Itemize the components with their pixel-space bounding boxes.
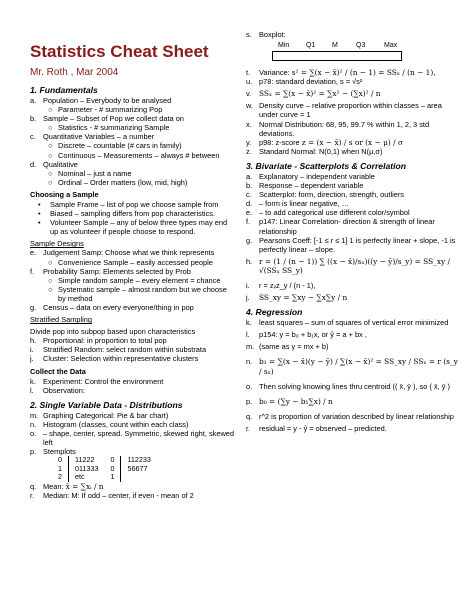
list-item-l: l. p154: y = b₀ + b₁x, or ŷ = a + bx , [246, 330, 367, 340]
list-item-o: o. Then solving knowing lines thru centroid (( x̄, ȳ ), so ( x̄, ȳ ) [246, 381, 450, 391]
list-item-b: b. Response – dependent variable [246, 181, 364, 191]
bivariate-heading: 3. Bivariate - Scatterplots & Correlation [246, 160, 406, 171]
stemplot-table [52, 456, 157, 482]
list-item-n: n. b₁ = ∑(x − x̄)(y − ȳ) / ∑(x − x̄)² = SS_xy / SSₓ = r (s_y / sₓ) [246, 357, 458, 376]
bullet-item: • Biased – sampling differs from pop characteristics. [38, 209, 215, 219]
sub-item: ○ Convenience Sample – easily accessed people [48, 257, 213, 267]
list-item-n: n. Histogram (classes, count within each class) [30, 419, 189, 429]
variance-formula: s² = ∑(x − x̄)² / (n − 1) = SSₓ / (n − 1), [291, 68, 436, 78]
list-item-f: f. p147: Linear Correlation- direction & strength of linear relationship [246, 217, 435, 236]
author-line: Mr. Roth , Mar 2004 [30, 67, 119, 78]
collect-heading: Collect the Data [30, 366, 86, 376]
item-text: Population – Everybody to be analysed [43, 96, 172, 105]
bullet-item: • Volunteer Sample – any of below three types may end up as volunteer if people choose to respond. [38, 218, 228, 237]
bullet-item: • Sample Frame – list of pop we choose sample from [38, 199, 219, 209]
boxplot-label-q1: Q1 [306, 42, 316, 50]
bullet-icon: • [38, 218, 41, 228]
regression-heading: 4. Regression [246, 307, 303, 318]
boxplot-label-min: Min [278, 42, 290, 50]
list-item-u: u. p78: standard deviation, s = √s² [246, 77, 363, 87]
list-item-a: a. Explanatory – independent variable [246, 171, 375, 181]
list-item-q: q. r^2 is proportion of variation described by linear relationship [246, 411, 454, 421]
list-item-h: h. Proportional: in proportion to total pop [30, 336, 167, 346]
list-item-q: q. Mean: x̄ = ∑xᵢ / n [30, 481, 104, 491]
list-item-i: i. r = zₓz_y / (n - 1), [246, 280, 316, 290]
ssx-formula: SSₓ = ∑(x − x̄)² = ∑x² − (∑x)² / n [259, 89, 381, 99]
list-item-a [30, 96, 235, 105]
sub-item: ○ Statistics - # summarizing Sample [48, 123, 170, 133]
list-item-r: r. Median: M: If odd – center, if even - mean of 2 [30, 490, 194, 500]
table-row: 0 11222 0 112233 [52, 456, 157, 465]
boxplot-box [272, 51, 402, 61]
sub-item: ○ Nominal – just a name [48, 168, 132, 178]
mean-formula: x̄ = ∑xᵢ / n [65, 481, 104, 491]
boxplot-label-m: M [332, 42, 338, 50]
list-item-d: d. Qualitative [30, 159, 78, 169]
list-item-g: g. Census – data on every everyone/thing in pop [30, 302, 194, 312]
bullet-icon: ○ [48, 168, 53, 178]
list-item-j: j. Cluster: Selection within representative clusters [30, 354, 199, 364]
list-item-p: p. b₀ = (∑y − b₁∑x) / n [246, 397, 458, 406]
list-item-h: h. r = (1 / (n − 1)) ∑ ((x − x̄)/sₓ)((y − ȳ)/s_y) = SS_xy / √(SSₓ SS_y) [246, 257, 458, 275]
zscore-formula: z = (x − x̄) / s or (x − μ) / σ [301, 137, 404, 147]
designs-heading: Sample Designs [30, 239, 84, 249]
list-item-b: b. Sample – Subset of Pop we collect data on [30, 114, 184, 124]
bullet-icon: ○ [48, 141, 53, 151]
sub-item: ○ Parameter - # summarizing Pop [48, 105, 163, 115]
single-variable-heading: 2. Single Variable Data - Distributions [30, 399, 183, 410]
list-item-w: w. Density curve – relative proportion within classes – area under curve = 1 [246, 101, 442, 120]
list-item-v: v. SSₓ = ∑(x − x̄)² = ∑x² − (∑x)² / n [246, 89, 458, 98]
list-item-e: e. – to add categorical use different color/symbol [246, 208, 410, 218]
list-item-o: o. – shape, center, spread. Symmetric, skewed right, skewed left [30, 428, 235, 447]
bullet-icon: ○ [48, 275, 53, 285]
list-item-z: z. Standard Normal: N(0,1) when N(μ,σ) [246, 146, 383, 156]
list-item-i: i. Stratified Random: select random within substrata [30, 345, 207, 355]
boxplot-label-q3: Q3 [356, 42, 366, 50]
list-item-s: s. Boxplot: [246, 30, 286, 39]
stratified-intro: Divide pop into subpop based upon characteristics [30, 327, 196, 337]
list-item-d: d. – form is linear negative, … [246, 199, 349, 209]
bullet-icon: ○ [48, 105, 53, 115]
list-item-m: m. Graphing Categorical: Pie & bar chart) [30, 410, 169, 420]
bullet-icon: • [38, 199, 41, 209]
intercept-formula: b₀ = (∑y − b₁∑x) / n [259, 396, 333, 406]
sub-item: ○ Continuous – Measurements – always # between [48, 150, 220, 160]
list-item-e: e. Judgement Samp: Choose what we think represents [30, 248, 215, 258]
sub-item: ○ Systematic sample – almost random but we choose by method [48, 284, 227, 303]
list-item-f: f. Probability Samp: Elements selected by Prob [30, 266, 191, 276]
page-title: Statistics Cheat Sheet [30, 42, 209, 61]
list-item-c: c. Quantitative Variables – a number [30, 132, 155, 142]
table-row: 2 etc 1 [52, 473, 157, 482]
list-item-k: k. least squares – sum of squares of vertical error minimized [246, 318, 449, 328]
item-letter: a. [30, 96, 37, 105]
correlation-formula: r = (1 / (n − 1)) ∑ ((x − x̄)/sₓ)((y − ȳ)/s_y) = SS_xy / √(SSₓ SS_y) [259, 256, 451, 275]
list-item-r: r. residual = y - ŷ = observed – predicted. [246, 423, 387, 433]
list-item-c: c. Scatterplot: form, direction, strength, outliers [246, 190, 405, 200]
list-item-m: m. (same as y = mx + b) [246, 342, 329, 352]
boxplot-label-max: Max [384, 42, 398, 50]
list-item-g: g. Pearsons Coeff: [-1 ≤ r ≤ 1] 1 is perfectly linear + slope, -1 is perfectly linear – slope. [246, 235, 456, 254]
fundamentals-heading: 1. Fundamentals [30, 85, 98, 95]
bullet-icon: ○ [48, 123, 53, 133]
list-item-t: t. Variance: s² = ∑(x − x̄)² / (n − 1) = SSₓ / (n − 1), [246, 68, 436, 78]
bullet-icon: ○ [48, 150, 53, 160]
list-item-k: k. Experiment: Control the environment [30, 376, 164, 386]
table-row: 1 011333 0 56677 [52, 465, 157, 474]
bullet-icon: ○ [48, 284, 53, 294]
list-item-j: j. SS_xy = ∑xy − ∑x∑y / n [246, 293, 458, 302]
sub-item: ○ Discrete – countable (# cars in family) [48, 141, 182, 151]
left-column [30, 40, 235, 500]
stratified-heading: Stratified Sampling [30, 315, 93, 325]
list-item-p: p. Stemplots [30, 447, 76, 457]
sub-item: ○ Simple random sample – every element = chance [48, 275, 221, 285]
slope-formula: b₁ = ∑(x − x̄)(y − ȳ) / ∑(x − x̄)² = SS_xy / SSₓ = r (s_y / sₓ) [259, 357, 458, 376]
bullet-icon: ○ [48, 177, 53, 187]
bullet-icon: • [38, 209, 41, 219]
boxplot-diagram [250, 39, 458, 65]
list-item-l: l. Observation: [30, 385, 85, 395]
list-item-x: x. Normal Distribution: 68, 95, 99.7 % within 1, 2, 3 std deviations. [246, 119, 430, 138]
sub-item: ○ Ordinal – Order matters (low, mid, high) [48, 177, 188, 187]
ssxy-formula: SS_xy = ∑xy − ∑x∑y / n [259, 293, 348, 303]
right-column [246, 30, 458, 433]
choosing-heading: Choosing a Sample [30, 189, 99, 199]
bullet-icon: ○ [48, 257, 53, 267]
list-item-y: y. p98: z-score z = (x − x̄) / s or (x − μ) / σ [246, 137, 404, 147]
